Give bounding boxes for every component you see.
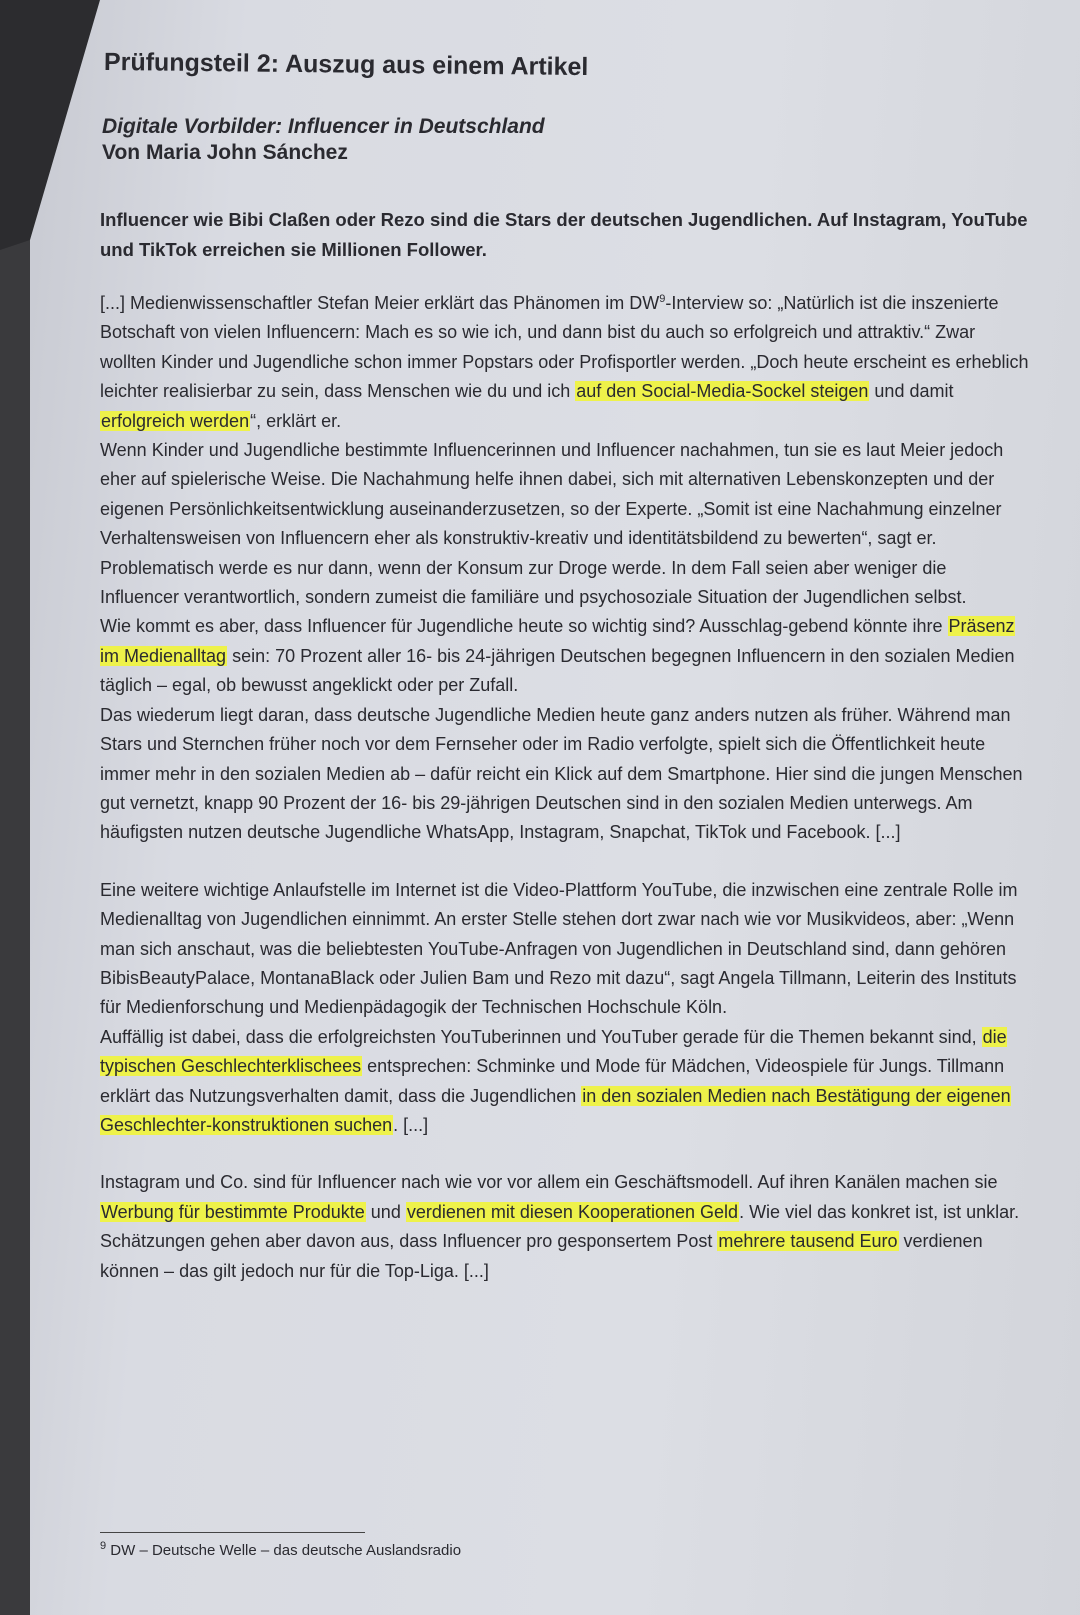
- highlight: erfolgreich werden: [101, 410, 250, 431]
- footnote-divider: [100, 1532, 365, 1533]
- highlight: in den sozialen Medien nach Bestätigung der eigenen Geschlechter-konstruktionen suchen: [100, 1085, 1011, 1135]
- paragraph-7: Instagram und Co. sind für Influencer nach wie vor vor allem ein Geschäftsmodell. Auf ihren Kanälen machen sie Werbung für bestimmte Produkte und verdienen mit diesen Kooperationen Geld. Wie viel das konkret ist, ist unklar. Schätzungen gehen aber davon aus, dass Influencer pro gesponsertem Post mehrere tausend Euro verdienen können – das gilt jedoch nur für die Top-Liga. [...]: [100, 1172, 1020, 1281]
- paragraph-3: Wie kommt es aber, dass Influencer für Jugendliche heute so wichtig sind? Ausschlag-gebend könnte ihre Präsenz im Medienalltag sein: 70 Prozent aller 16- bis 24-jährigen Deutschen begegnen Influencern in den sozialen Medien täglich – egal, ob bewusst angeklickt oder per Zufall.: [100, 616, 1015, 696]
- article: [100, 48, 1030, 1286]
- highlight: auf den Social-Media-Sockel steigen: [576, 381, 869, 402]
- article-author: Von Maria John Sánchez: [102, 141, 348, 164]
- paragraph-4: Das wiederum liegt daran, dass deutsche Jugendliche Medien heute ganz anders nutzen als früher. Während man Stars und Sternchen früher noch vor dem Fernseher oder im Radio verfolgte, spielt sich die Öffentlichkeit heute immer mehr in den sozialen Medien ab – dafür reicht ein Klick auf dem Smartphone. Hier sind die jungen Menschen gut vernetzt, knapp 90 Prozent der 16- bis 29-jährigen Deutschen sind in den sozialen Medien unterwegs. Am häufigsten nutzen deutsche Jugendliche WhatsApp, Instagram, Snapchat, TikTok und Facebook. [...]: [100, 704, 1023, 843]
- highlight: mehrere tausend Euro: [718, 1231, 898, 1252]
- article-lead: Influencer wie Bibi Claßen oder Rezo sind die Stars der deutschen Jugendlichen. Auf Instagram, YouTube und TikTok erreichen sie Millionen Follower.: [100, 209, 1028, 260]
- paragraph-5: Eine weitere wichtige Anlaufstelle im Internet ist die Video-Plattform YouTube, die inzwischen eine zentrale Rolle im Medienalltag von Jugendlichen einnimmt. An erster Stelle stehen dort zwar nach wie vor Musikvideos, aber: „Wenn man sich anschaut, was die beliebtesten YouTube-Anfragen von Jugendlichen in Deutschland sind, dann gehören BibisBeautyPalace, MontanaBlack oder Julien Bam und Rezo mit dazu“, sagt Angela Tillmann, Leiterin des Instituts für Medienforschung und Medienpädagogik der Technischen Hochschule Köln.: [100, 879, 1018, 1018]
- footnote-ref: 9: [659, 293, 666, 305]
- highlight: verdienen mit diesen Kooperationen Geld: [406, 1201, 739, 1222]
- paragraph-6: Auffällig ist dabei, dass die erfolgreichsten YouTuberinnen und YouTuber gerade für die Themen bekannt sind, die typischen Geschlechterklischees entsprechen: Schminke und Mode für Mädchen, Videospiele für Jungs. Tillmann erklärt das Nutzungsverhalten damit, dass die Jugendlichen in den sozialen Medien nach Bestätigung der eigenen Geschlechter-konstruktionen suchen. [...]: [100, 1026, 1011, 1135]
- paragraph-1: [...] Medienwissenschaftler Stefan Meier erklärt das Phänomen im $DW^9$-Interview so: „Natürlich ist die inszenierte Botschaft von vielen Influencern: Mach es so wie ich, und dann bist du auch so erfolgreich und attraktiv.“ Zwar wollten Kinder und Jugendliche schon immer Popstars oder Profisportler werden. „Doch heute erscheint es erheblich leichter realisierbar zu sein, dass Menschen wie du und ich auf den Social-Media-Sockel steigen und damit erfolgreich werden“, erklärt er.: [100, 293, 1029, 431]
- footnote: $^9$ DW – Deutsche Welle – das deutsche Auslandsradio: [100, 1540, 462, 1559]
- paragraph-2: Wenn Kinder und Jugendliche bestimmte Influencerinnen und Influencer nachahmen, tun sie es laut Meier jedoch eher auf spielerische Weise. Die Nachahmung helfe ihnen dabei, sich mit alternativen Lebenskonzepten und der eigenen Persönlichkeitsentwicklung auseinanderzusetzen, so der Experte. „Somit ist eine Nachahmung einzelner Verhaltensweisen von Influencern eher als konstruktiv-kreativ und identitätsbildend zu bewerten“, sagt er. Problematisch werde es nur dann, wenn der Konsum zur Droge werde. In dem Fall seien aber weniger die Influencer verantwortlich, sondern zumeist die familiäre und psychosoziale Situation der Jugendlichen selbst.: [100, 440, 1004, 608]
- highlight: die typischen Geschlechterklischees: [100, 1026, 1007, 1077]
- exam-part-title: Prüfungsteil 2: Auszug aus einem Artikel: [103, 48, 589, 82]
- highlight: Werbung für bestimmte Produkte: [101, 1201, 365, 1222]
- article-headline: Digitale Vorbilder: Influencer in Deutschland: [102, 115, 545, 138]
- highlight: Präsenz im Medienalltag: [100, 616, 1015, 666]
